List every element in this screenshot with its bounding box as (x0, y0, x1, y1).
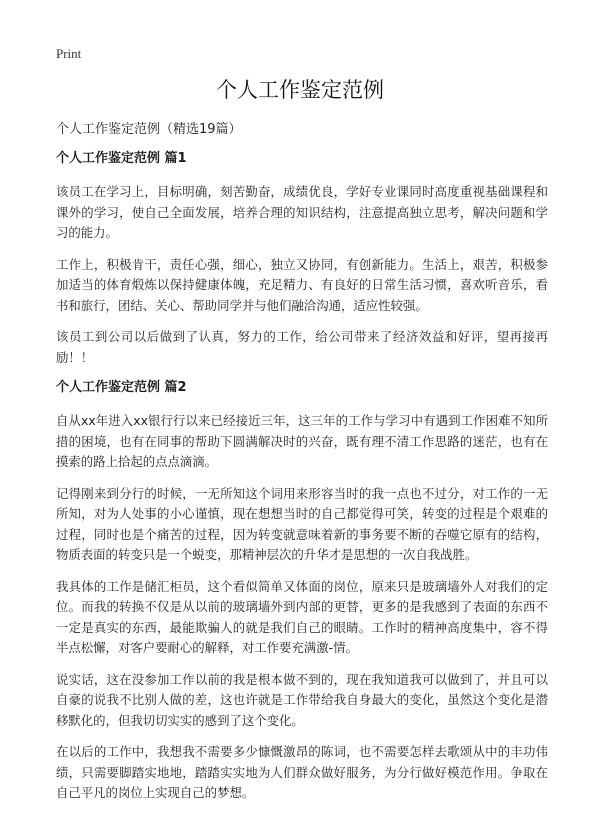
paragraph: 记得刚来到分行的时候，一无所知这个词用来形容当时的我一点也不过分，对工作的一无所知，对为人处事的小心谨慎，现在想想当时的自己都觉得可笑，转变的过程是个艰难的过程，同时也是个痛苦的过程，因为转变就意味着新的事务要不断的吞噬它原有的结构，物质表面的转变只是一个蜕变，那精神层次的升华才是思想的一次自我战胜。 (56, 485, 548, 562)
paragraph: 在以后的工作中，我想我不需要多少慷慨激昂的陈词，也不需要怎样去歌颂从中的丰功伟绩，只需要脚踏实地地，踏踏实实地为人们群众做好服务，为分行做好模范作用。争取在自己平凡的岗位上实现自己的梦想。 (56, 744, 548, 800)
paragraph: 说实话，这在没参加工作以前的我是根本做不到的，现在我知道我可以做到了，并且可以自豪的说我不比别人做的差，这也许就是工作带给我自身最大的变化，虽然这个变化是潜移默化的，但我切切实实的感到了这个变化。 (56, 671, 548, 728)
print-link[interactable]: Print (56, 46, 82, 61)
section-title: 个人工作鉴定范例 篇1 (56, 151, 187, 166)
paragraph: 工作上，积极肯干，责任心强，细心，独立又协同，有创新能力。生活上，艰苦，积极参加适当的体育煅炼以保持健康体魄，充足精力、有良好的日常生活习惯，喜欢听音乐，看书和旅行，团结、关心、帮助同学并与他们融洽沟通，适应性较强。 (56, 256, 548, 313)
paragraph: 自从xx年进入xx银行行以来已经接近三年，这三年的工作与学习中有遇到工作困难不知所措的困境，也有在同事的帮助下圆满解决时的兴奋，既有理不清工作思路的迷茫，也有在摸索的路上拾起的点点滴滴。 (56, 413, 548, 469)
paragraph: 该员工到公司以后做到了认真，努力的工作，给公司带来了经济效益和好评，望再接再励！！ (56, 329, 548, 365)
paragraph: 我具体的工作是储汇柜员，这个看似简单又体面的岗位，原来只是玻璃墙外人对我们的定位。而我的转换不仅是从以前的玻璃墙外到内部的更替，更多的是我感到了表面的东西不一定是真实的东西，最能欺骗人的就是我们自己的眼睛。工作时的精神高度集中，容不得半点松懈，对客户要耐心的解释，对工作要充满激-情。 (56, 578, 548, 655)
document-body (56, 150, 548, 815)
paragraph: 该员工在学习上，目标明确，刻苦勤奋，成绩优良，学好专业课同时高度重视基础课程和课外的学习，使自己全面发展，培养合理的知识结构，注意提高独立思考，解决问题和学习的能力。 (56, 184, 548, 240)
page-title: 个人工作鉴定范例 (216, 78, 384, 102)
document-subtitle: 个人工作鉴定范例（精选19篇） (56, 122, 242, 137)
section-title: 个人工作鉴定范例 篇2 (56, 380, 187, 395)
section-2 (56, 379, 548, 804)
section-1 (56, 150, 548, 368)
